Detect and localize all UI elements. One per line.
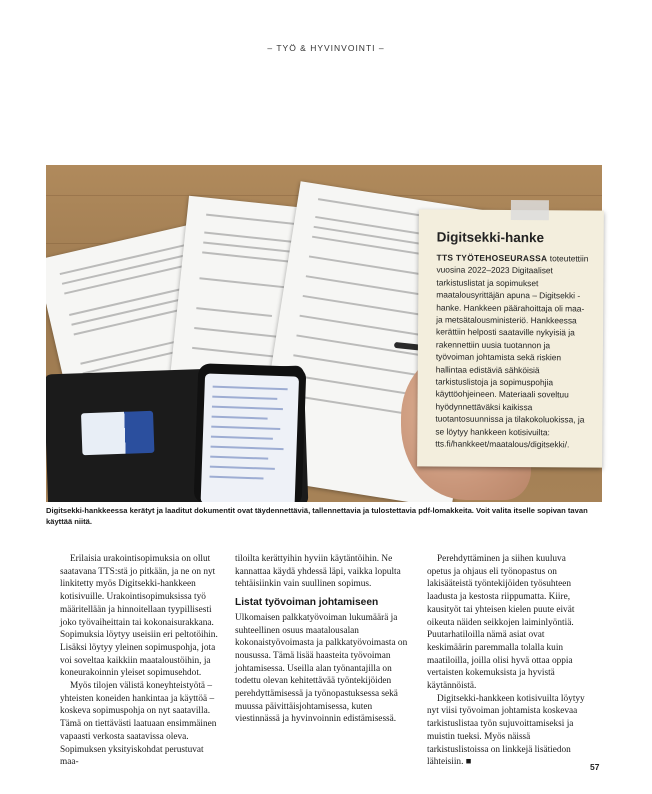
article-column-1 [60, 553, 223, 769]
section-header: – TYÖ & HYVINVOINTI – [267, 43, 385, 53]
page-number: 57 [590, 762, 600, 772]
paragraph: Digitsekki-hankkeen kotisivuilta löytyy nyt viisi työvoiman johtamista koskevaa tarkistuslistaa työn sujuvoittamiseksi ja muistin tueksi. Myös näissä tarkistuslistoissa on linkkejä lisätiedon lähteisiin. ■ [427, 693, 585, 768]
paragraph: Erilaisia urakointisopimuksia on ollut saatavana TTS:stä jo pitkään, ja ne on nyt linkitetty myös Digitsekki-hankkeen kotisivuille. Urakointisopimuksissa työ määritellään ja hinnoitellaan tyypillisesti joko työvaiheittain tai kokonaisurakkana. Sopimuksia löytyy useisiin eri peltotöihin. Lisäksi löytyy yleinen sopimuspohja, jota voi soveltaa kaikkiin maataloustöihin, ja koneurakoinnin yleiset sopimusehdot. [60, 554, 218, 679]
subheading: Listat työvoiman johtamiseen [235, 597, 379, 609]
article-column-2 [235, 553, 415, 726]
tape-decoration [511, 200, 549, 220]
smartphone [194, 363, 307, 502]
card-image [81, 411, 154, 455]
photo-caption: Digitsekki-hankkeessa kerätyt ja laaditut dokumentit ovat täydennettäviä, tallennettavia ja tulostettavia pdf-lomakkeita. Voit valita itselle sopivan tavan käyttää niitä. [46, 506, 588, 526]
article-column-3 [427, 553, 589, 769]
paragraph: Ulkomaisen palkkatyövoiman lukumäärä ja suhteellinen osuus maatalousalan kokonaistyövoimasta ja palkkatyövoimasta on nousussa. Tämä lisää haasteita työvoiman johtamisessa. Useilla alan työnantajilla on todettu olevan kehitettävää työntekijöiden perehdyttämisessä ja työnopastuksessa sekä muussa päivittäisjohtamisessa, kuten viestinnässä ja hyvinvoinnin edistämisessä. [235, 612, 408, 725]
sidebar-title: Digitsekki-hanke [436, 229, 545, 246]
paragraph: tiloilta kerättyihin hyviin käytäntöihin. Ne kannattaa käydä yhdessä läpi, vaikka lopulta tehtäisiinkin vain suullinen sopimus. [235, 554, 401, 590]
paragraph: Perehdyttäminen ja siihen kuuluva opetus ja ohjaus eli työnopastus on lakisääteistä työntekijöiden työsuhteen laadusta ja kestosta riippumatta. Kiire, kausityöt tai yhteisen kielen puute eivät oikeuta näiden seikkojen laiminlyöntiä. Puutarhatiloilla nämä asiat ovat keskimäärin paremmalla tolalla kuin maatiloilla, joilla olisi hyvä ottaa oppia vertaisten kokemuksista ja hyvistä käytännöistä. [427, 554, 575, 692]
sidebar-lead: TTS TYÖTEHOSEURASSA [436, 252, 548, 264]
sidebar-text [435, 251, 589, 451]
sidebar-body: toteutettiin vuosina 2022–2023 Digitaaliset tarkistuslistat ja sopimukset maatalousyrittäjän apuna – Digitsekki -hanke. Hankkeen päärahoittaja oli maa- ja metsätalousministeriö. Hankkeessa kerättiin helposti saataville nykyisiä ja rakennettiin uusia tuotannon ja työvoiman johtamista sekä riskien hallintaa edistäviä sähköisiä tarkistuslistoja ja sopimuspohjia käyttöohjeineen. Materiaali soveltuu hyödynnettäväksi kaikissa tuotantosuunnissa ja tilakokoluokissa, ja se löytyy hankkeen kotisivuilta: tts.fi/hankkeet/maatalous/digitsekki/. [435, 253, 589, 450]
paragraph: Myös tilojen välistä koneyhteistyötä – yhteisten koneiden hankintaa ja käyttöä – koskeva sopimuspohja on nyt saatavilla. Tämä on tiettävästi laatuaan ensimmäinen vapaasti verkosta saatavissa oleva. Sopimuksen yksityiskohdat perustuvat maa- [60, 681, 217, 768]
sidebar-note [417, 209, 604, 467]
